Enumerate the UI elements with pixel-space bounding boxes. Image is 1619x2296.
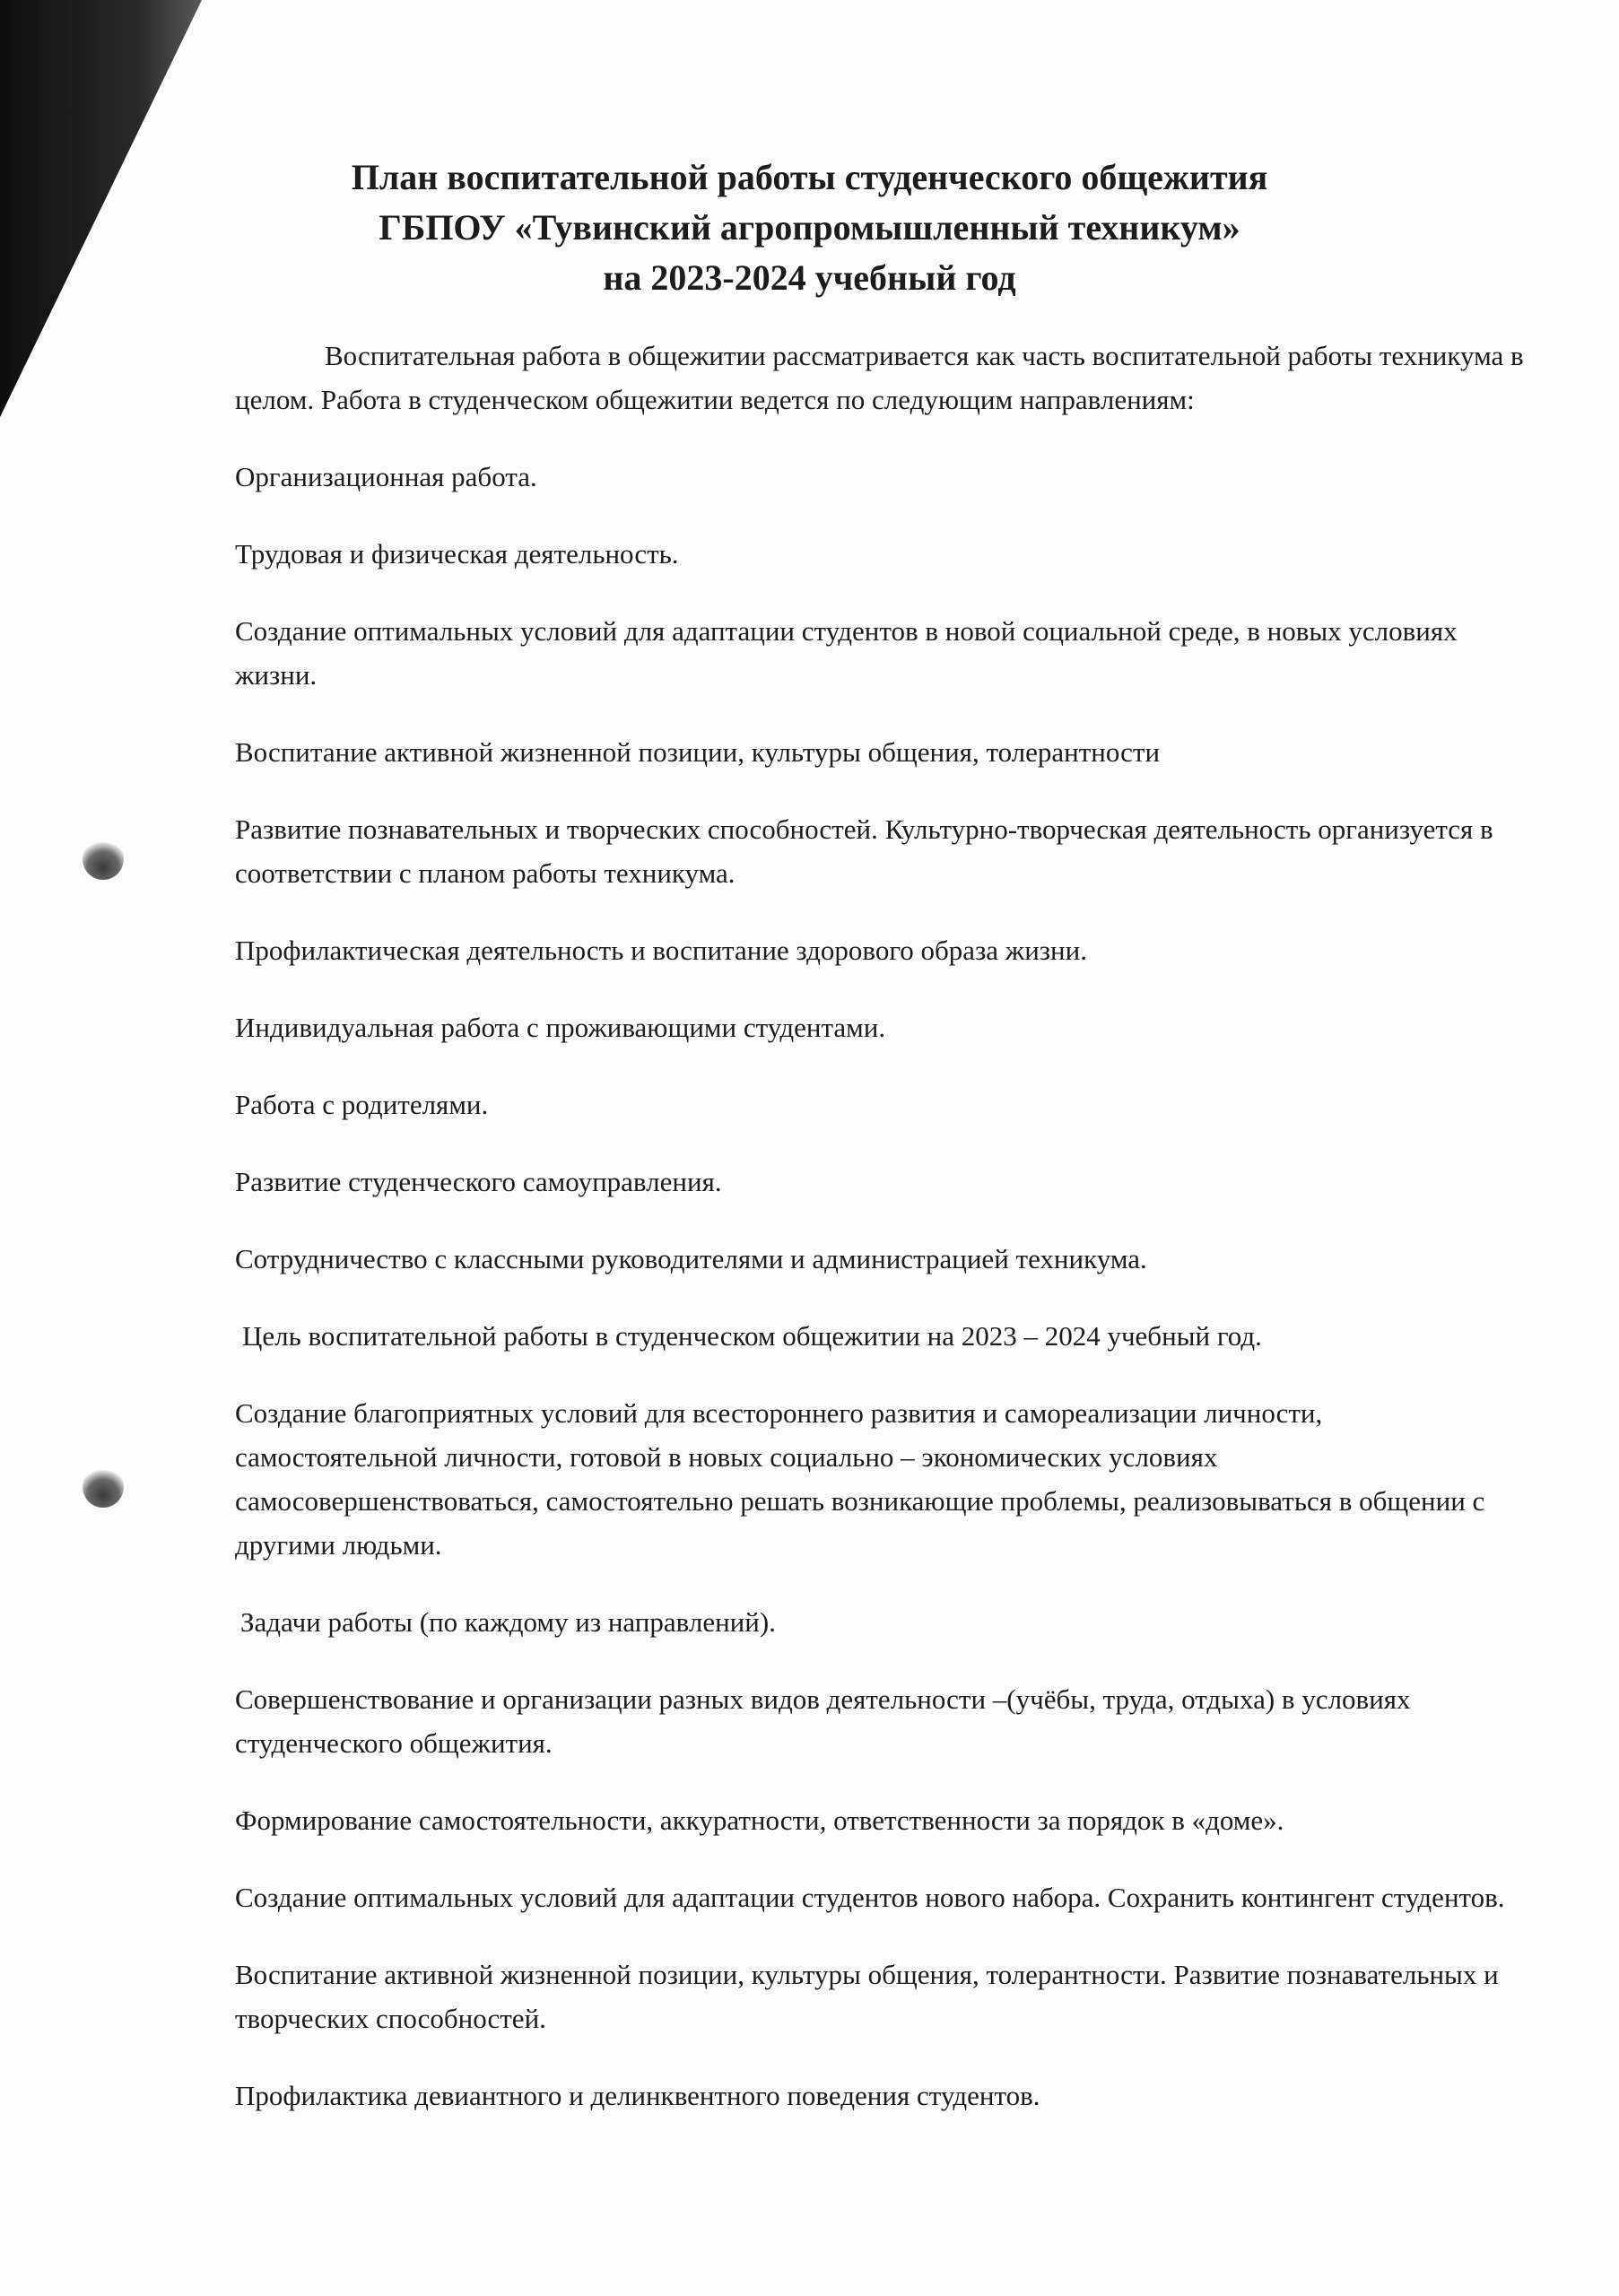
document-title — [0, 152, 1619, 303]
direction-item: Развитие студенческого самоуправления. — [235, 1166, 722, 1197]
punch-hole — [83, 1466, 124, 1508]
task-item: Профилактика девиантного и делинквентного поведения студентов. — [235, 2080, 1040, 2111]
task-item: Воспитание активной жизненной позиции, культуры общения, толерантности. Развитие познавательных и творческих способностей. — [235, 1959, 1499, 2034]
goal-text: Создание благоприятных условий для всестороннего развития и самореализации личности, самостоятельной личности, готовой в новых социально – экономических условиях самосовершенствоваться, самостоятельно решать возникающие проблемы, реализовываться в общении с другими людьми. — [235, 1397, 1485, 1561]
intro-paragraph: Воспитательная работа в общежитии рассматривается как часть воспитательной работы техникума в целом. Работа в студенческом общежитии ведется по следующим направлениям: — [235, 340, 1524, 415]
direction-item: Организационная работа. — [235, 461, 537, 492]
task-item: Создание оптимальных условий для адаптации студентов нового набора. Сохранить контингент студентов. — [235, 1882, 1505, 1913]
direction-item: Трудовая и физическая деятельность. — [235, 538, 679, 570]
direction-item: Профилактическая деятельность и воспитание здорового образа жизни. — [235, 935, 1087, 966]
punch-hole — [83, 839, 124, 880]
direction-item: Работа с родителями. — [235, 1089, 489, 1120]
title-line: на 2023-2024 учебный год — [603, 257, 1016, 298]
title-line: ГБПОУ «Тувинский агропромышленный техникум» — [379, 207, 1240, 248]
task-item: Совершенствование и организации разных видов деятельности –(учёбы, труда, отдыха) в условиях студенческого общежития. — [235, 1683, 1411, 1759]
direction-item: Сотрудничество с классными руководителями и администрацией техникума. — [235, 1243, 1147, 1274]
direction-item: Воспитание активной жизненной позиции, культуры общения, толерантности — [235, 736, 1161, 768]
tasks-heading: Задачи работы (по каждому из направлений). — [240, 1606, 776, 1638]
direction-item: Развитие познавательных и творческих способностей. Культурно-творческая деятельность организуется в соответствии с планом работы техникума. — [235, 813, 1493, 889]
direction-item: Индивидуальная работа с проживающими студентами. — [235, 1012, 886, 1043]
document-body — [235, 334, 1527, 2151]
goal-heading: Цель воспитательной работы в студенческом общежитии на 2023 – 2024 учебный год. — [242, 1320, 1262, 1352]
task-item: Формирование самостоятельности, аккуратности, ответственности за порядок в «доме». — [235, 1805, 1284, 1836]
direction-item: Создание оптимальных условий для адаптации студентов в новой социальной среде, в новых условиях жизни. — [235, 615, 1458, 691]
title-line: План воспитательной работы студенческого общежития — [351, 157, 1268, 197]
